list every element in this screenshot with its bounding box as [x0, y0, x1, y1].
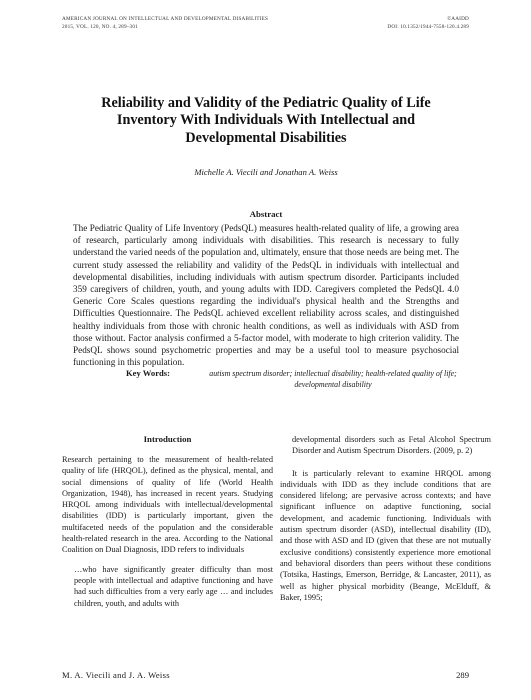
abstract-heading: Abstract [249, 209, 283, 219]
article-authors: Michelle A. Viecili and Jonathan A. Weiss [194, 167, 338, 177]
intro-paragraph: Research pertaining to the measurement of health-related quality of life (HRQOL), defined as the physical, mental, and social dimensions of quality of life (World Health Organization, 1948), has increased in recent years. Studying HRQOL among individuals with intellectual/developmental disabilities (IDD) is particularly important, given the multifaceted needs of the population and the considerable health-related research in the area. According to the National Coalition on Dual Diagnosis, IDD refers to individuals [62, 455, 273, 555]
article-title: Reliability and Validity of the Pediatric Quality of Life Inventory With Individuals With Intellectual and Developmental Disabilities [101, 95, 431, 146]
body-column-left [62, 434, 273, 609]
abstract-text: The Pediatric Quality of Life Inventory (PedsQL) measures health-related quality of life, a growing area of research, particularly among individuals with disabilities. This research is necessary to fully understand the varied needs of the population and, ultimately, ensure that those needs are being met. The current study assessed the reliability and validity of the PedsQL in individuals with intellectual and developmental disabilities, including individuals with autism spectrum disorder. Participants included 359 caregivers of children, youth, and young adults with IDD. Caregivers completed the PedsQL 4.0 Generic Core Scales questions regarding the individual's physical health and the Strengths and Difficulties Questionnaire. The PedsQL achieved excellent reliability across scales, and distinguished healthy individuals from those with chronic health conditions, as well as individuals with ASD from those without. Factor analysis confirmed a 5-factor model, with moderate to high criterion validity. The PedsQL shows sound psychometric properties and may be a useful tool to measure psychosocial functioning in this population. [73, 223, 459, 368]
keywords-label: Key Words: [126, 368, 171, 378]
publisher-mark: ©AAIDD [447, 16, 469, 22]
journal-volume: 2015, VOL. 120, NO. 4, 289–301 [62, 24, 138, 30]
block-quote-continued: developmental disorders such as Fetal Alcohol Spectrum Disorder and Autism Spectrum Disorders. (2009, p. 2) [292, 435, 491, 456]
journal-header [62, 15, 268, 31]
publisher-header [387, 15, 469, 31]
keywords-text: autism spectrum disorder; intellectual disability; health-related quality of life; developmental disability [209, 369, 457, 389]
page-number: 289 [456, 670, 469, 680]
body-paragraph: It is particularly relevant to examine HRQOL among individuals with IDD as they include conditions that are considered lifelong; are pervasive across contexts; and have significant influence on adaptive functioning, social development, and academic functioning. Individuals with autism spectrum disorder (ASD), intellectual disability (ID), and those with ASD and ID (given that these are not mutually exclusive conditions) consistently experience more emotional and behavioral disorders than peers without these conditions (Totsika, Hastings, Emerson, Berridge, & Lancaster, 2011), as well as higher physical morbidity (Beange, McElduff, & Baker, 1995; [280, 468, 491, 602]
doi-link[interactable]: DOI: 10.1352/1944-7558-120.4.289 [387, 24, 469, 30]
body-column-right [280, 434, 491, 603]
running-footer-authors: M. A. Viecili and J. A. Weiss [62, 670, 170, 680]
journal-name: AMERICAN JOURNAL ON INTELLECTUAL AND DEVELOPMENTAL DISABILITIES [62, 16, 269, 22]
introduction-heading: Introduction [143, 434, 192, 444]
block-quote: …who have significantly greater difficulty than most people with intellectual and adaptive functioning and have had such difficulties from a very early age … and includes children, youth, and adults with [74, 564, 273, 608]
